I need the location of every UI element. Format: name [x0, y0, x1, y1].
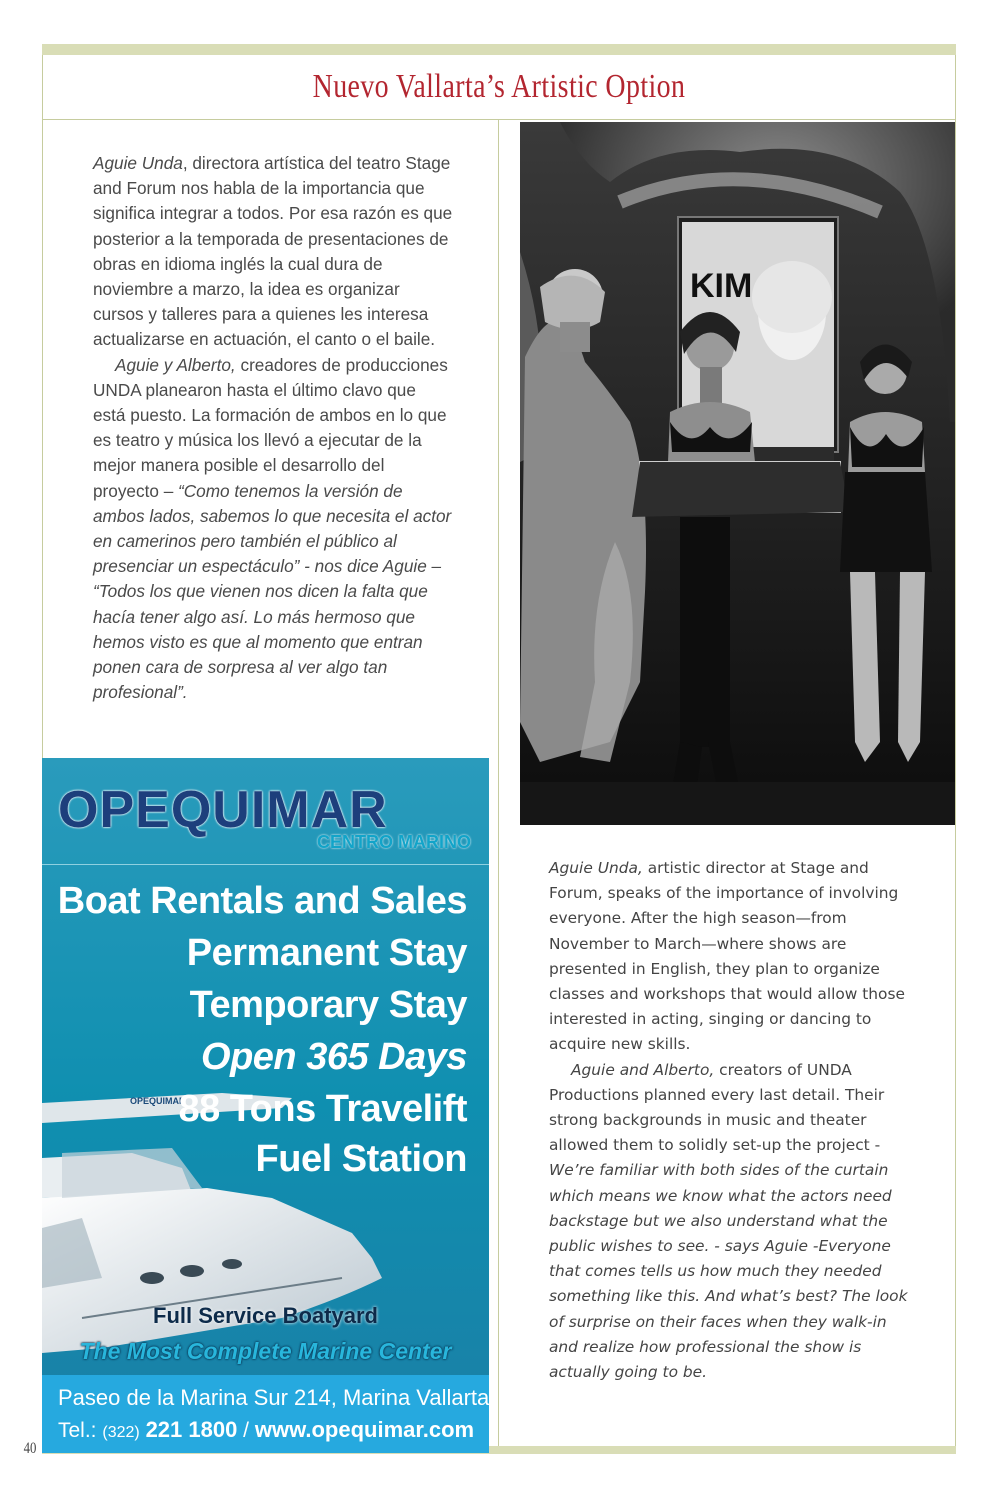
ad-item-temporary-stay: Temporary Stay — [189, 984, 467, 1026]
english-p1-name: Aguie Unda, — [549, 859, 643, 877]
ad-divider — [42, 864, 489, 865]
english-p1-text: artistic director at Stage and Forum, speaks of the importance of involving everyone. After the high season—from November to March—where shows are presented in English, they plan to organize classes and workshops that would allow those interested in acting, singing or dancing to acquire new skills. — [549, 859, 905, 1054]
ad-tagline: The Most Complete Marine Center — [79, 1338, 452, 1364]
spanish-paragraph-1 — [93, 151, 453, 353]
ad-item-permanent-stay: Permanent Stay — [186, 932, 467, 974]
website-link[interactable]: www.opequimar.com — [254, 1417, 475, 1442]
spanish-p1-name: Aguie Unda — [93, 153, 183, 173]
ad-item-travelift: 88 Tons Travelift — [178, 1088, 467, 1130]
opequimar-logo: OPEQUIMAR — [58, 781, 388, 839]
ad-full-service: Full Service Boatyard — [153, 1303, 378, 1328]
spanish-p1-text: , directora artística del teatro Stage and Forum nos habla de la importancia que significa integrar a todos. Por esa razón es que posterior a la temporada de presentaciones de obras en idioma inglés la cual dura de noviembre a marzo, la idea es organizar cursos y talleres para a quienes les interesa actualizarse en actuación, el canto o el baile. — [93, 153, 453, 350]
column-divider — [498, 120, 499, 1446]
frame-right-line — [955, 55, 956, 1446]
english-article — [549, 856, 911, 1385]
ad-contact — [58, 1417, 474, 1443]
ad-footer — [42, 1375, 489, 1453]
ad-address: Paseo de la Marina Sur 214, Marina Vallarta — [58, 1385, 489, 1410]
english-paragraph-2 — [549, 1058, 911, 1386]
english-p2-quote: We’re familiar with both sides of the curtain which means we know what the actors need backstage but we also understand what the public wishes to see. - says Aguie -Everyone that comes tells us how much they needed something like this. And what’s best? The look of surprise on their faces when they walk-in and realize how professional the show is actually going to be. — [549, 1161, 908, 1382]
spanish-p2-quote: “Como tenemos la versión de ambos lados, sabemos lo que necesita el actor en camerinos pero también el público al presenciar un espectáculo” - nos dice Aguie – “Todos los que vienen nos dicen la falta que hacía tener algo así. Lo más hermoso que hemos visto es que al momento que entran ponen cara de sorpresa al ver algo tan profesional”. — [93, 480, 452, 703]
poster-text: KIM — [690, 267, 753, 305]
top-border-bar — [42, 44, 956, 55]
theater-photo — [520, 122, 955, 825]
boat-name: OPEQUIMAR — [130, 1096, 186, 1106]
tel-number[interactable]: 221 1800 — [145, 1417, 238, 1442]
ad-item-boat-rentals: Boat Rentals and Sales — [57, 880, 467, 922]
page-title: Nuevo Vallarta’s Artistic Option — [312, 68, 686, 105]
spanish-p2-text: creadores de producciones UNDA planearon hasta el último clavo que está puesto. La formación de ambos en lo que es teatro y música los llevó a ejecutar de la mejor manera posible el desarrollo del proyecto – — [93, 354, 448, 501]
ad-item-open-365: Open 365 Days — [201, 1036, 467, 1078]
english-p2-name: Aguie and Alberto, — [571, 1060, 715, 1079]
tel-area-code: (322) — [102, 1424, 140, 1441]
title-divider — [42, 119, 956, 120]
english-p2-text: creators of UNDA Productions planned every last detail. Their strong backgrounds in music and theater allowed them to solidly set-up the project - — [549, 1060, 885, 1155]
centro-marino-logo: CENTRO MARINO — [317, 832, 471, 852]
frame-left-line — [42, 55, 43, 758]
tel-separator: / — [243, 1419, 250, 1442]
spanish-p2-name: Aguie y Alberto, — [115, 354, 236, 375]
english-paragraph-1 — [549, 856, 911, 1058]
ad-item-fuel-station: Fuel Station — [255, 1138, 467, 1180]
opequimar-advertisement[interactable] — [42, 758, 489, 1453]
page-number: 40 — [23, 1440, 37, 1457]
spanish-paragraph-2 — [93, 353, 453, 706]
theater-photo-illustration — [520, 122, 955, 825]
tel-label: Tel.: — [58, 1419, 97, 1442]
spanish-article — [93, 151, 453, 705]
